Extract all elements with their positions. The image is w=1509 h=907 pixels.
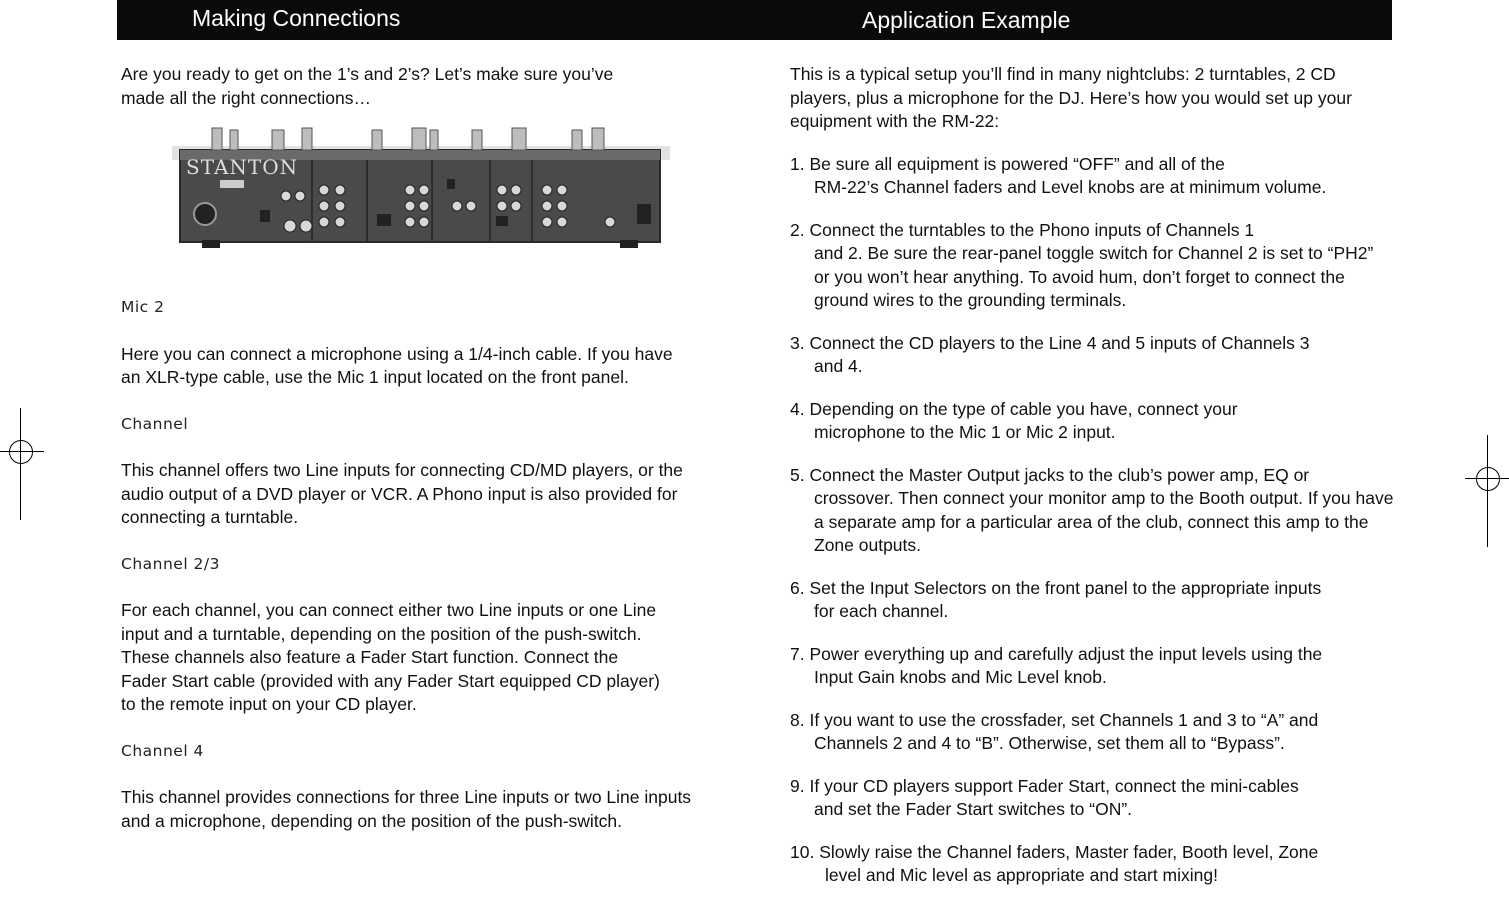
step-number: 8. [790,709,805,730]
page-title-right: Application Example [862,7,1071,33]
step-number: 4. [790,398,805,419]
step-first-line: If you want to use the crossfader, set Channels 1 and 3 to “A” and [809,709,1319,730]
step-body: for each channel. [814,601,949,621]
step-body: and 4. [814,356,863,376]
step-body: and 2. Be sure the rear-panel toggle switch for Channel 2 is set to “PH2” or you won’t hear anything. To avoid hum, don’t forget to connect the ground wires to the grounding terminals. [814,243,1374,310]
section-body: This channel provides connections for three Line inputs or two Line inputs and a microphone, depending on the position of the push-switch. [121,787,692,831]
brand-logo: STANTON [186,155,299,179]
step-first-line: Be sure all equipment is powered “OFF” and all of the [809,153,1225,174]
application-example-column [790,63,1395,907]
registration-mark-left-icon [0,408,44,520]
step-body: microphone to the Mic 1 or Mic 2 input. [814,422,1116,442]
step-body: Channels 2 and 4 to “B”. Otherwise, set them all to “Bypass”. [814,733,1285,753]
step-first-line: Connect the CD players to the Line 4 and 5 inputs of Channels 3 [809,332,1310,353]
step-body: and set the Fader Start switches to “ON”. [814,799,1133,819]
section-body: For each channel, you can connect either two Line inputs or one Line input and a turntable, depending on the position of the push-switch. These channels also feature a Fader Start function. Connect the Fader Start cable (provided with any Fader Start equipped CD player) to the remote input on your CD player. [121,600,660,714]
step-number: 5. [790,464,805,485]
mixer-rear-panel-image [172,124,670,252]
step-item [790,464,1395,558]
step-number: 1. [790,153,805,174]
intro-text: This is a typical setup you’ll find in many nightclubs: 2 turntables, 2 CD players, plus a microphone for the DJ. Here’s how you would set up your equipment with the RM-22: [790,64,1352,131]
section-body: Here you can connect a microphone using a 1/4-inch cable. If you have an XLR-type cable, use the Mic 1 input located on the front panel. [121,343,673,387]
registration-mark-right-icon [1465,435,1509,547]
step-number: 3. [790,332,805,353]
step-first-line: If your CD players support Fader Start, connect the mini-cables [809,775,1299,796]
section-heading: Mic 2 [121,298,165,316]
step-body: RM-22’s Channel faders and Level knobs are at minimum volume. [814,177,1327,197]
intro-text: Are you ready to get on the 1’s and 2’s? Let’s make sure you’ve made all the right connections… [121,64,614,108]
step-body: crossover. Then connect your monitor amp to the Booth output. If you have a separate amp for a particular area of the club, connect this amp to the Zone outputs. [814,488,1394,555]
step-item [790,398,1395,445]
step-item [790,841,1395,888]
section-heading: Channel 4 [121,741,204,760]
step-first-line: Slowly raise the Channel faders, Master fader, Booth level, Zone [819,841,1319,862]
step-item [790,153,1395,200]
step-number: 2. [790,219,805,240]
step-body: level and Mic level as appropriate and start mixing! [825,865,1218,885]
step-item [790,775,1395,822]
section-body: This channel offers two Line inputs for connecting CD/MD players, or the audio output of a DVD player or VCR. A Phono input is also provided for connecting a turntable. [121,460,683,527]
step-first-line: Set the Input Selectors on the front panel to the appropriate inputs [809,577,1322,598]
step-item [790,577,1395,624]
step-first-line: Depending on the type of cable you have, connect your [809,398,1238,419]
step-number: 10. [790,841,815,862]
step-item [790,709,1395,756]
step-item [790,643,1395,690]
section-heading: Channel 2/3 [121,554,221,573]
step-first-line: Connect the Master Output jacks to the club’s power amp, EQ or [809,464,1310,485]
step-number: 6. [790,577,805,598]
step-item [790,332,1395,379]
page-title-left: Making Connections [192,5,401,31]
section-heading: Channel [121,414,189,433]
step-body: Input Gain knobs and Mic Level knob. [814,667,1107,687]
step-number: 7. [790,643,805,664]
step-first-line: Connect the turntables to the Phono inputs of Channels 1 [809,219,1255,240]
step-number: 9. [790,775,805,796]
step-first-line: Power everything up and carefully adjust the input levels using the [809,643,1323,664]
step-item [790,219,1395,313]
